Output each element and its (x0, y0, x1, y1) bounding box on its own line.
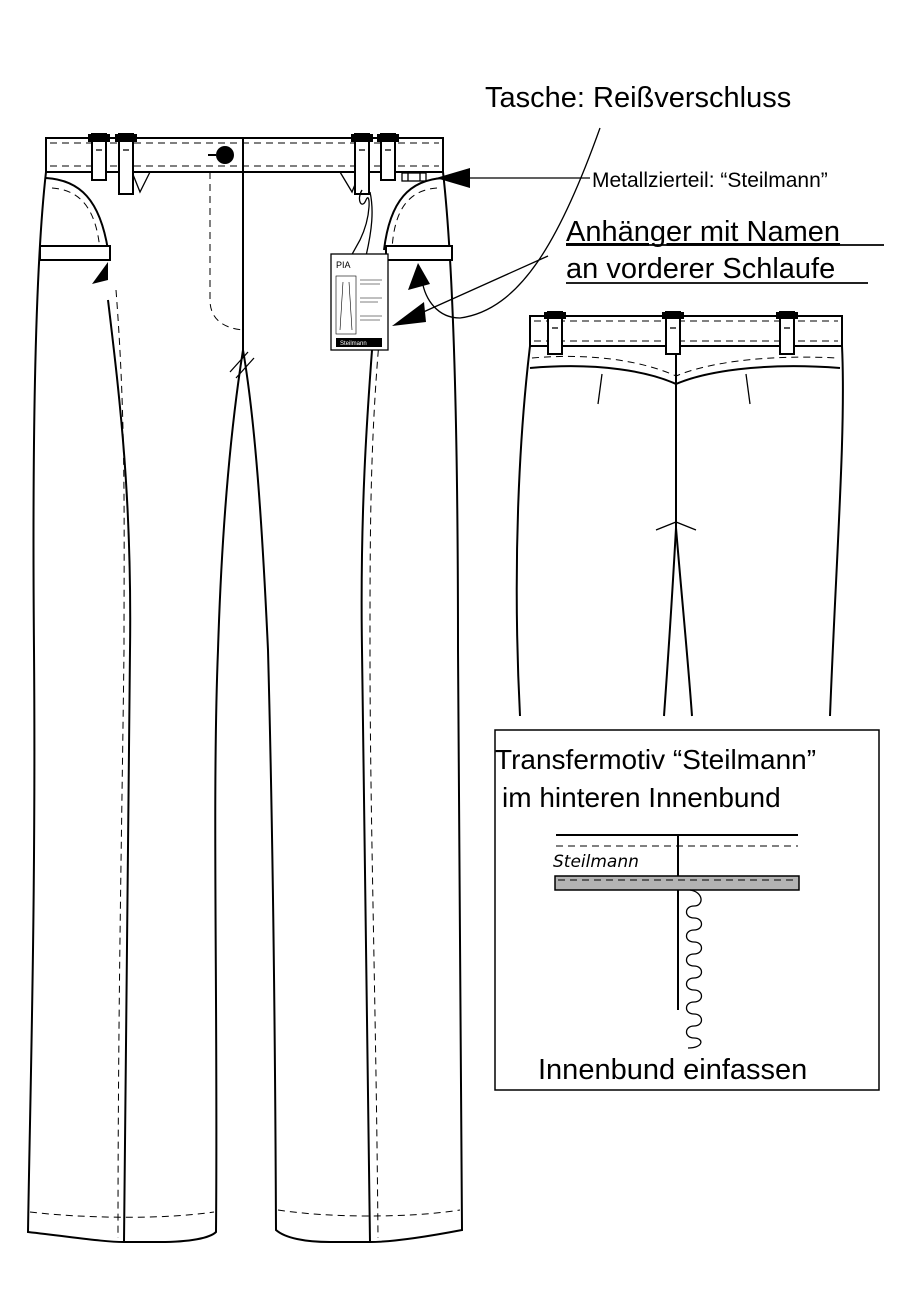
pocket-arrow-icon (92, 262, 108, 284)
right-zipper-pocket (386, 246, 452, 260)
inner-waistband (555, 876, 799, 890)
transfer-label-line2: im hinteren Innenbund (502, 782, 781, 813)
hang-tag (331, 254, 388, 350)
hang-tag-name: PIA (336, 260, 351, 270)
front-left-leg (28, 172, 243, 1242)
tag-arrow-icon (392, 302, 426, 326)
left-zipper-pocket (40, 246, 110, 260)
brand-script: Steilmann (553, 852, 639, 872)
tag-label-line1: Anhänger mit Namen (566, 216, 841, 248)
button-icon (216, 146, 234, 164)
metal-trim-label: Metallzierteil: “Steilmann” (592, 169, 828, 192)
binding-caption: Innenbund einfassen (538, 1054, 808, 1086)
transfer-label-line1: Transfermotiv “Steilmann” (495, 744, 817, 775)
loop-arrow-icon (408, 263, 430, 290)
pocket-zipper-label: Tasche: Reißverschluss (485, 82, 792, 114)
hang-tag-footer: Steilmann (340, 341, 367, 347)
metal-trim-icon (402, 173, 426, 181)
back-view (517, 312, 843, 716)
tag-label-line2: an vorderer Schlaufe (566, 253, 836, 285)
